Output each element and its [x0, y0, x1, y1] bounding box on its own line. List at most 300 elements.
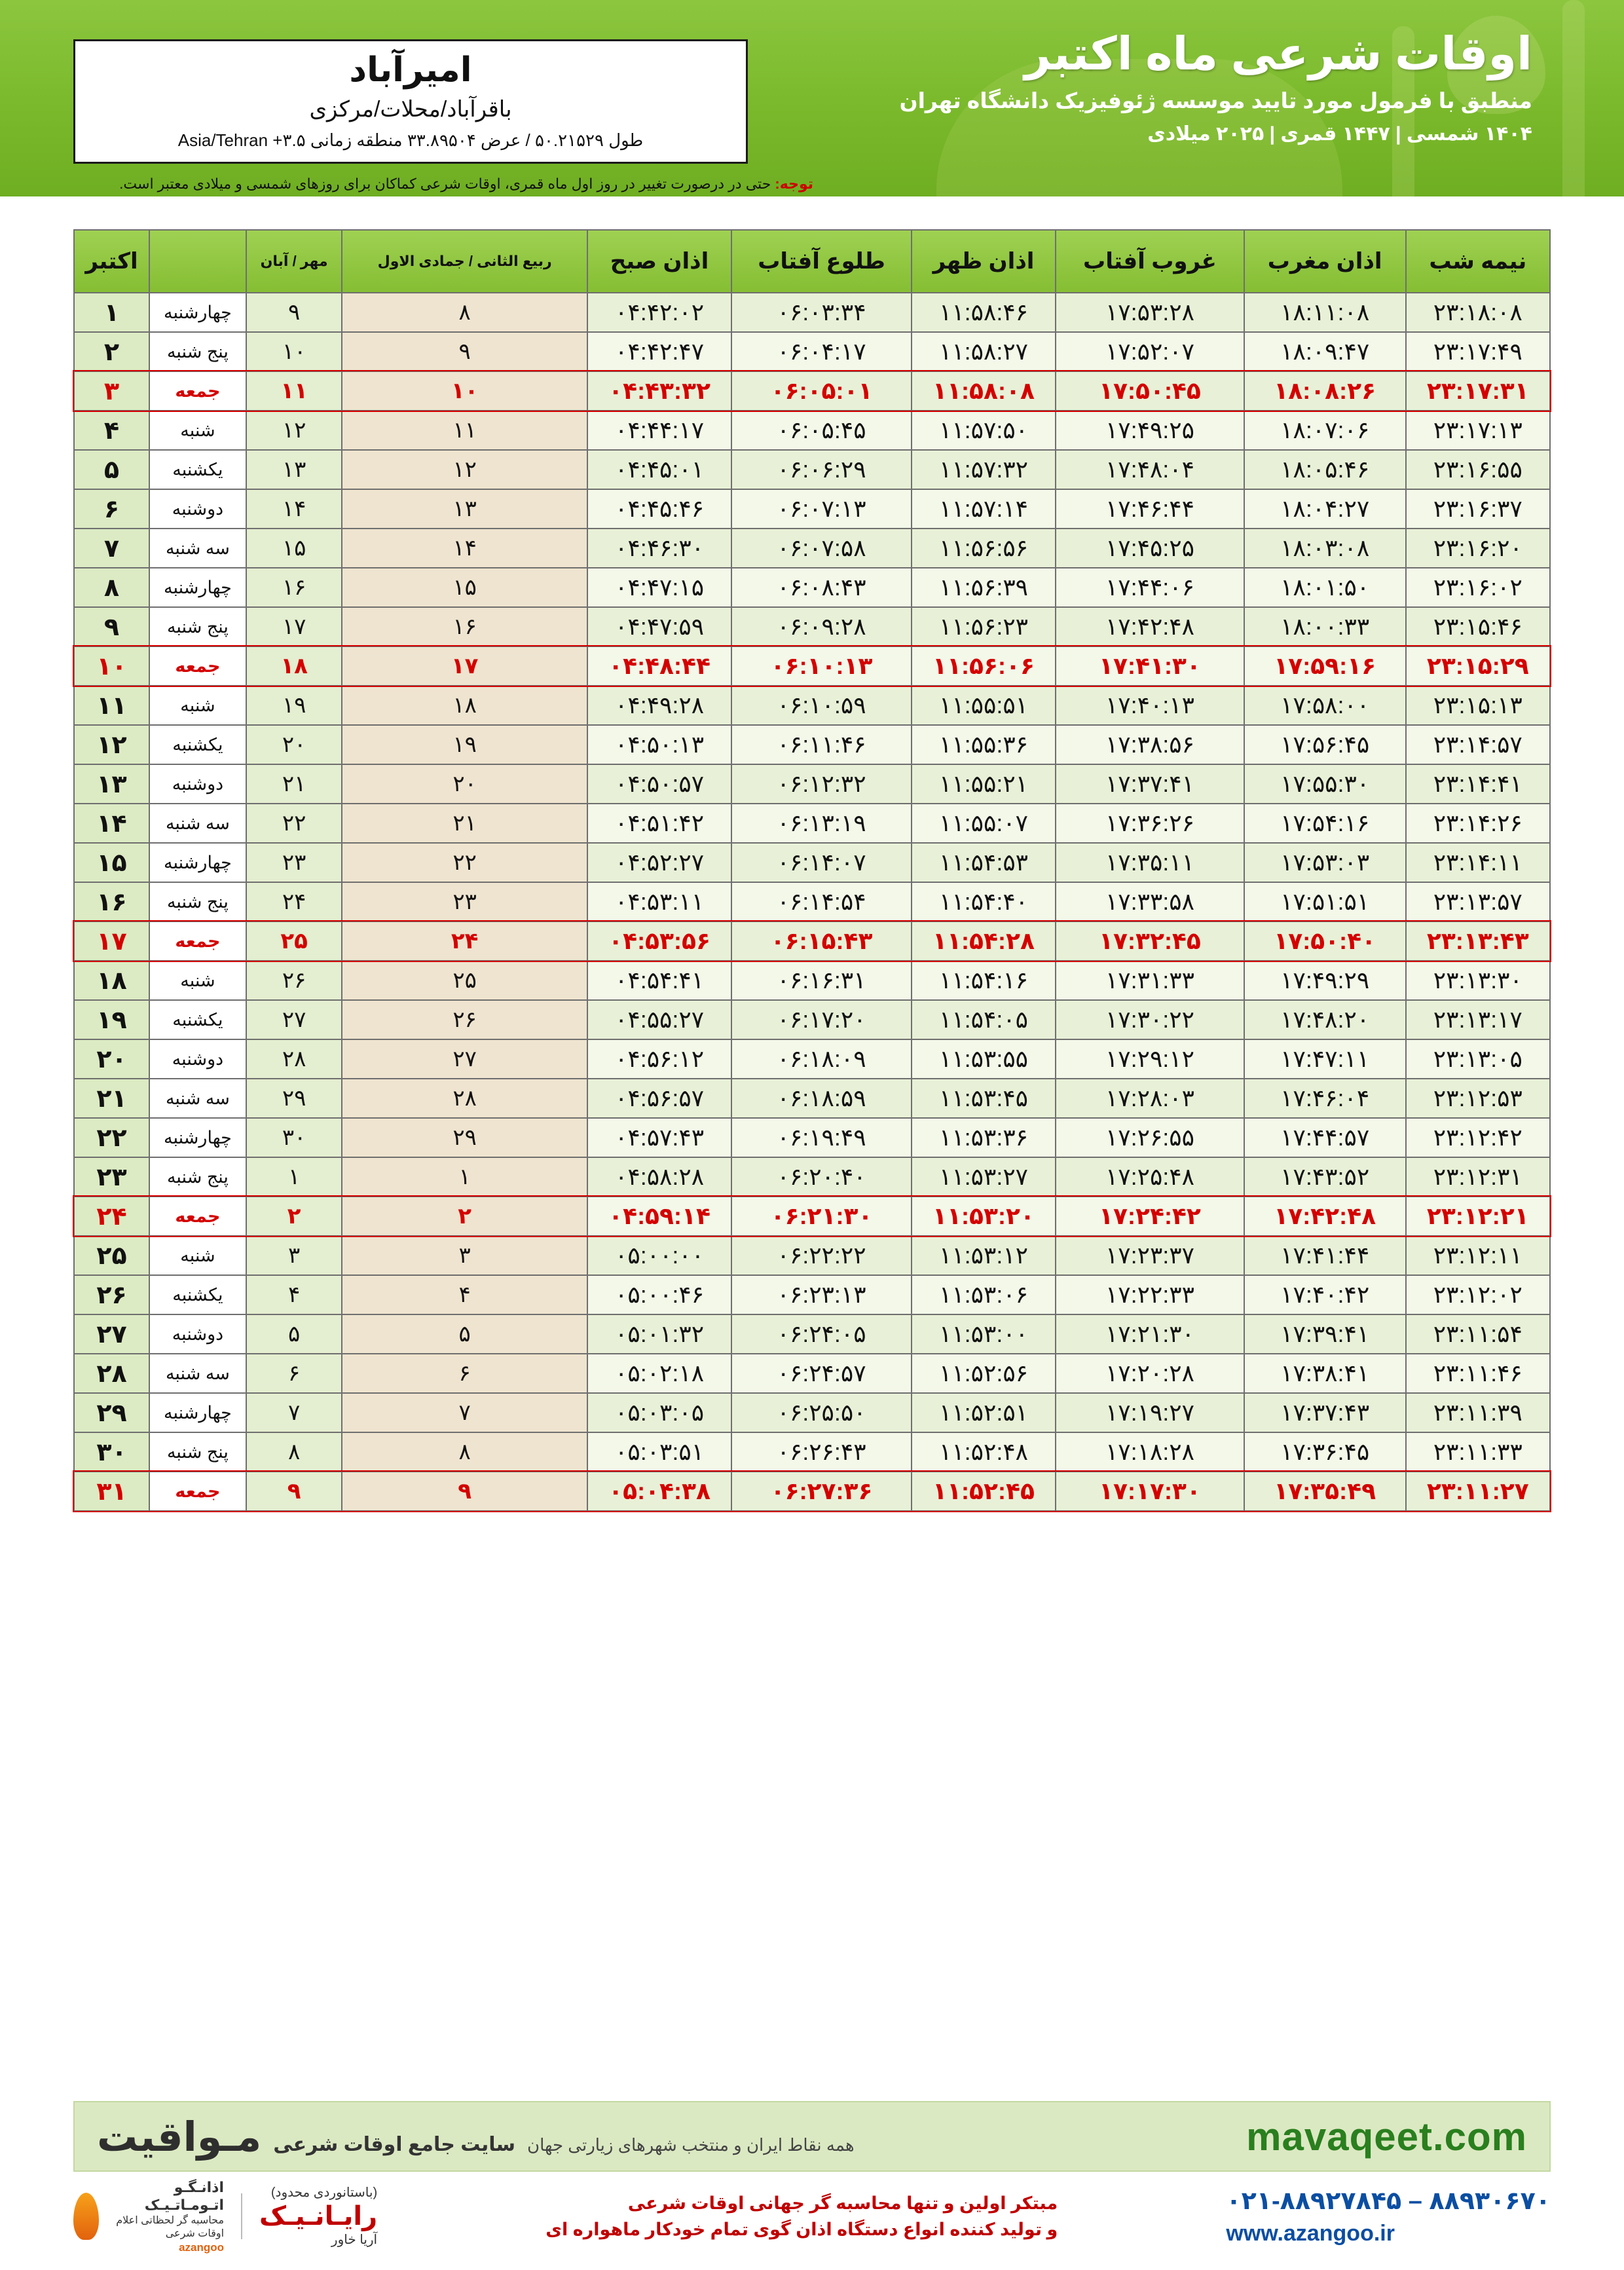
qamari-day-cell: ۲۱ — [342, 804, 587, 843]
sunset-cell: ۱۷:۴۵:۲۵ — [1056, 529, 1244, 568]
shamsi-day-cell: ۶ — [246, 1354, 342, 1393]
maghrib-cell: ۱۷:۴۳:۵۲ — [1244, 1157, 1406, 1197]
table-row — [74, 411, 1550, 450]
shamsi-day-cell: ۱۱ — [246, 371, 342, 411]
fajr-cell: ۰۴:۴۳:۳۲ — [587, 371, 731, 411]
shamsi-day-cell: ۱ — [246, 1157, 342, 1197]
sunset-cell: ۱۷:۲۲:۳۳ — [1056, 1275, 1244, 1314]
midnight-cell: ۲۳:۱۴:۵۷ — [1406, 725, 1550, 764]
midnight-cell: ۲۳:۱۶:۵۵ — [1406, 450, 1550, 489]
gregorian-day-cell: ۲۲ — [74, 1118, 149, 1157]
rayanic-logo — [259, 2185, 377, 2248]
qamari-day-cell: ۱۲ — [342, 450, 587, 489]
fajr-cell: ۰۴:۵۳:۱۱ — [587, 882, 731, 921]
minaret-icon — [1562, 0, 1585, 196]
maghrib-cell: ۱۷:۴۸:۲۰ — [1244, 1000, 1406, 1039]
table-row — [74, 686, 1550, 725]
gregorian-day-cell: ۲۶ — [74, 1275, 149, 1314]
shamsi-day-cell: ۱۶ — [246, 568, 342, 607]
maghrib-cell: ۱۸:۱۱:۰۸ — [1244, 293, 1406, 332]
gregorian-day-cell: ۱۷ — [74, 921, 149, 961]
sunset-cell: ۱۷:۴۲:۴۸ — [1056, 607, 1244, 646]
sunset-cell: ۱۷:۲۱:۳۰ — [1056, 1314, 1244, 1354]
midnight-cell: ۲۳:۱۶:۳۷ — [1406, 489, 1550, 529]
sunrise-cell: ۰۶:۰۴:۱۷ — [731, 332, 912, 371]
table-row — [74, 371, 1550, 411]
col-shamsi-month: مهر / آبان — [246, 230, 342, 293]
qamari-day-cell: ۸ — [342, 293, 587, 332]
sunset-cell: ۱۷:۲۶:۵۵ — [1056, 1118, 1244, 1157]
midnight-cell: ۲۳:۱۴:۱۱ — [1406, 843, 1550, 882]
weekday-cell: دوشنبه — [149, 1039, 246, 1079]
prayer-times-table — [73, 229, 1551, 1512]
brand-tag: سایت جامع اوقات شرعی — [273, 2133, 515, 2155]
qamari-day-cell: ۵ — [342, 1314, 587, 1354]
sunrise-cell: ۰۶:۲۲:۲۲ — [731, 1236, 912, 1275]
contact-block — [1226, 2186, 1551, 2246]
city-name: امیرآباد — [349, 51, 472, 89]
weekday-cell: سه شنبه — [149, 804, 246, 843]
weekday-cell: پنج شنبه — [149, 607, 246, 646]
midnight-cell: ۲۳:۱۳:۴۳ — [1406, 921, 1550, 961]
sunset-cell: ۱۷:۴۸:۰۴ — [1056, 450, 1244, 489]
noon-cell: ۱۱:۵۶:۲۳ — [912, 607, 1056, 646]
weekday-cell: شنبه — [149, 961, 246, 1000]
midnight-cell: ۲۳:۱۱:۵۴ — [1406, 1314, 1550, 1354]
midnight-cell: ۲۳:۱۲:۱۱ — [1406, 1236, 1550, 1275]
maghrib-cell: ۱۷:۴۴:۵۷ — [1244, 1118, 1406, 1157]
note-text: حتی در درصورت تغییر در روز اول ماه قمری، اوقات شرعی کماکان برای روزهای شمسی و میلادی معتبر است. — [119, 176, 771, 192]
rayanic-note: (باستانوردی محدود) — [270, 2186, 378, 2200]
brand-subtag: همه نقاط ایران و منتخب شهرهای زیارتی جهان — [527, 2134, 855, 2155]
fajr-cell: ۰۵:۰۲:۱۸ — [587, 1354, 731, 1393]
fajr-cell: ۰۴:۴۲:۰۲ — [587, 293, 731, 332]
weekday-cell: پنج شنبه — [149, 882, 246, 921]
maghrib-cell: ۱۷:۳۷:۴۳ — [1244, 1393, 1406, 1432]
midnight-cell: ۲۳:۱۱:۳۹ — [1406, 1393, 1550, 1432]
table-row — [74, 529, 1550, 568]
sunrise-cell: ۰۶:۰۳:۳۴ — [731, 293, 912, 332]
maghrib-cell: ۱۷:۳۸:۴۱ — [1244, 1354, 1406, 1393]
maghrib-cell: ۱۷:۵۳:۰۳ — [1244, 843, 1406, 882]
maghrib-cell: ۱۸:۰۱:۵۰ — [1244, 568, 1406, 607]
flame-icon — [73, 2193, 99, 2240]
shamsi-day-cell: ۹ — [246, 293, 342, 332]
qamari-day-cell: ۱۱ — [342, 411, 587, 450]
shamsi-day-cell: ۸ — [246, 1432, 342, 1472]
sunrise-cell: ۰۶:۱۵:۴۳ — [731, 921, 912, 961]
rayanic-sub: آریا خاور — [331, 2233, 378, 2247]
weekday-cell: جمعه — [149, 371, 246, 411]
qamari-day-cell: ۹ — [342, 1472, 587, 1511]
qamari-day-cell: ۱۵ — [342, 568, 587, 607]
noon-cell: ۱۱:۵۶:۰۶ — [912, 646, 1056, 686]
table-row — [74, 332, 1550, 371]
shamsi-day-cell: ۲۶ — [246, 961, 342, 1000]
sunset-cell: ۱۷:۲۹:۱۲ — [1056, 1039, 1244, 1079]
note-line — [73, 176, 813, 193]
weekday-cell: یکشنبه — [149, 725, 246, 764]
gregorian-day-cell: ۵ — [74, 450, 149, 489]
table-head — [74, 230, 1550, 293]
sunrise-cell: ۰۶:۲۴:۰۵ — [731, 1314, 912, 1354]
fajr-cell: ۰۴:۵۷:۴۳ — [587, 1118, 731, 1157]
midnight-cell: ۲۳:۱۵:۲۹ — [1406, 646, 1550, 686]
noon-cell: ۱۱:۵۲:۴۵ — [912, 1472, 1056, 1511]
sunrise-cell: ۰۶:۱۴:۰۷ — [731, 843, 912, 882]
sunset-cell: ۱۷:۲۳:۳۷ — [1056, 1236, 1244, 1275]
qamari-day-cell: ۱۴ — [342, 529, 587, 568]
shamsi-day-cell: ۳ — [246, 1236, 342, 1275]
fajr-cell: ۰۴:۵۴:۴۱ — [587, 961, 731, 1000]
sunset-cell: ۱۷:۳۵:۱۱ — [1056, 843, 1244, 882]
sunset-cell: ۱۷:۴۱:۳۰ — [1056, 646, 1244, 686]
qamari-day-cell: ۸ — [342, 1432, 587, 1472]
gregorian-day-cell: ۷ — [74, 529, 149, 568]
table-row — [74, 1039, 1550, 1079]
weekday-cell: چهارشنبه — [149, 843, 246, 882]
qamari-day-cell: ۱۷ — [342, 646, 587, 686]
midnight-cell: ۲۳:۱۴:۴۱ — [1406, 764, 1550, 804]
weekday-cell: پنج شنبه — [149, 332, 246, 371]
weekday-cell: جمعه — [149, 1472, 246, 1511]
maghrib-cell: ۱۷:۵۴:۱۶ — [1244, 804, 1406, 843]
noon-cell: ۱۱:۵۳:۵۵ — [912, 1039, 1056, 1079]
sunrise-cell: ۰۶:۱۸:۰۹ — [731, 1039, 912, 1079]
weekday-cell: شنبه — [149, 686, 246, 725]
sunrise-cell: ۰۶:۲۱:۳۰ — [731, 1197, 912, 1236]
azangoo-url[interactable]: www.azangoo.ir — [1226, 2221, 1395, 2246]
brand-group — [97, 2113, 855, 2161]
maghrib-cell: ۱۸:۰۷:۰۶ — [1244, 411, 1406, 450]
table-row — [74, 725, 1550, 764]
sunrise-cell: ۰۶:۰۷:۱۳ — [731, 489, 912, 529]
gregorian-day-cell: ۱۰ — [74, 646, 149, 686]
sunset-cell: ۱۷:۵۳:۲۸ — [1056, 293, 1244, 332]
noon-cell: ۱۱:۵۷:۱۴ — [912, 489, 1056, 529]
gregorian-day-cell: ۶ — [74, 489, 149, 529]
noon-cell: ۱۱:۵۳:۰۶ — [912, 1275, 1056, 1314]
gregorian-day-cell: ۱ — [74, 293, 149, 332]
gregorian-day-cell: ۸ — [74, 568, 149, 607]
shamsi-day-cell: ۱۹ — [246, 686, 342, 725]
shamsi-day-cell: ۵ — [246, 1314, 342, 1354]
qamari-day-cell: ۱۹ — [342, 725, 587, 764]
qamari-day-cell: ۲۲ — [342, 843, 587, 882]
table-body — [74, 293, 1550, 1511]
noon-cell: ۱۱:۵۵:۵۱ — [912, 686, 1056, 725]
table-row — [74, 489, 1550, 529]
page-footer — [0, 2080, 1624, 2270]
fajr-cell: ۰۵:۰۰:۴۶ — [587, 1275, 731, 1314]
noon-cell: ۱۱:۵۸:۴۶ — [912, 293, 1056, 332]
maghrib-cell: ۱۷:۳۶:۴۵ — [1244, 1432, 1406, 1472]
midnight-cell: ۲۳:۱۵:۱۳ — [1406, 686, 1550, 725]
fajr-cell: ۰۴:۵۵:۲۷ — [587, 1000, 731, 1039]
shamsi-day-cell: ۳۰ — [246, 1118, 342, 1157]
midnight-cell: ۲۳:۱۱:۲۷ — [1406, 1472, 1550, 1511]
sunrise-cell: ۰۶:۲۰:۴۰ — [731, 1157, 912, 1197]
weekday-cell: شنبه — [149, 411, 246, 450]
divider — [241, 2193, 242, 2239]
gregorian-day-cell: ۱۲ — [74, 725, 149, 764]
maghrib-cell: ۱۸:۰۴:۲۷ — [1244, 489, 1406, 529]
noon-cell: ۱۱:۵۶:۳۹ — [912, 568, 1056, 607]
maghrib-cell: ۱۷:۵۰:۴۰ — [1244, 921, 1406, 961]
maghrib-cell: ۱۷:۵۱:۵۱ — [1244, 882, 1406, 921]
gregorian-day-cell: ۱۱ — [74, 686, 149, 725]
table-row — [74, 804, 1550, 843]
table-row — [74, 568, 1550, 607]
midnight-cell: ۲۳:۱۳:۳۰ — [1406, 961, 1550, 1000]
sunrise-cell: ۰۶:۲۵:۵۰ — [731, 1393, 912, 1432]
fajr-cell: ۰۴:۴۶:۳۰ — [587, 529, 731, 568]
col-qamari-month: ربیع الثانی / جمادی الاول — [342, 230, 587, 293]
qamari-day-cell: ۱۰ — [342, 371, 587, 411]
maghrib-cell: ۱۷:۴۱:۴۴ — [1244, 1236, 1406, 1275]
midnight-cell: ۲۳:۱۲:۲۱ — [1406, 1197, 1550, 1236]
midnight-cell: ۲۳:۱۸:۰۸ — [1406, 293, 1550, 332]
fajr-cell: ۰۵:۰۳:۵۱ — [587, 1432, 731, 1472]
sunset-cell: ۱۷:۳۸:۵۶ — [1056, 725, 1244, 764]
noon-cell: ۱۱:۵۳:۰۰ — [912, 1314, 1056, 1354]
city-coordinates: طول ۵۰.۲۱۵۲۹ / عرض ۳۳.۸۹۵۰۴ منطقه زمانی ۳.۵+ Asia/Tehran — [177, 130, 644, 150]
noon-cell: ۱۱:۵۵:۲۱ — [912, 764, 1056, 804]
gregorian-day-cell: ۲۴ — [74, 1197, 149, 1236]
calendar-years: ۱۴۰۴ شمسی | ۱۴۴۷ قمری | ۲۰۲۵ میلادی — [1147, 122, 1532, 145]
table-row — [74, 961, 1550, 1000]
shamsi-day-cell: ۱۴ — [246, 489, 342, 529]
shamsi-day-cell: ۱۰ — [246, 332, 342, 371]
sunrise-cell: ۰۶:۰۹:۲۸ — [731, 607, 912, 646]
table-row — [74, 1432, 1550, 1472]
gregorian-day-cell: ۲ — [74, 332, 149, 371]
sunset-cell: ۱۷:۲۵:۴۸ — [1056, 1157, 1244, 1197]
maghrib-cell: ۱۷:۴۲:۴۸ — [1244, 1197, 1406, 1236]
sunrise-cell: ۰۶:۱۶:۳۱ — [731, 961, 912, 1000]
maghrib-cell: ۱۷:۴۷:۱۱ — [1244, 1039, 1406, 1079]
azangoo-logo — [73, 2178, 225, 2254]
gregorian-day-cell: ۲۷ — [74, 1314, 149, 1354]
sunset-cell: ۱۷:۴۰:۱۳ — [1056, 686, 1244, 725]
midnight-cell: ۲۳:۱۱:۴۶ — [1406, 1354, 1550, 1393]
weekday-cell: جمعه — [149, 921, 246, 961]
table-row — [74, 293, 1550, 332]
noon-cell: ۱۱:۵۳:۴۵ — [912, 1079, 1056, 1118]
maghrib-cell: ۱۸:۰۹:۴۷ — [1244, 332, 1406, 371]
col-sunrise: طلوع آفتاب — [731, 230, 912, 293]
col-noon: اذان ظهر — [912, 230, 1056, 293]
sunrise-cell: ۰۶:۲۳:۱۳ — [731, 1275, 912, 1314]
sunrise-cell: ۰۶:۱۰:۵۹ — [731, 686, 912, 725]
table-row — [74, 1079, 1550, 1118]
azangoo-logo-line-2: محاسبه گر لحظاتی اعلام اوقات شرعی — [116, 2214, 225, 2239]
shamsi-day-cell: ۲۴ — [246, 882, 342, 921]
fajr-cell: ۰۴:۵۶:۵۷ — [587, 1079, 731, 1118]
fajr-cell: ۰۴:۴۵:۰۱ — [587, 450, 731, 489]
fajr-cell: ۰۴:۵۰:۱۳ — [587, 725, 731, 764]
sunrise-cell: ۰۶:۱۹:۴۹ — [731, 1118, 912, 1157]
shamsi-day-cell: ۲۱ — [246, 764, 342, 804]
table-row — [74, 1354, 1550, 1393]
weekday-cell: یکشنبه — [149, 1275, 246, 1314]
qamari-day-cell: ۷ — [342, 1393, 587, 1432]
sunset-cell: ۱۷:۳۲:۴۵ — [1056, 921, 1244, 961]
noon-cell: ۱۱:۵۷:۵۰ — [912, 411, 1056, 450]
noon-cell: ۱۱:۵۴:۱۶ — [912, 961, 1056, 1000]
weekday-cell: چهارشنبه — [149, 1393, 246, 1432]
noon-cell: ۱۱:۵۴:۲۸ — [912, 921, 1056, 961]
maghrib-cell: ۱۷:۳۹:۴۱ — [1244, 1314, 1406, 1354]
col-midnight: نیمه شب — [1406, 230, 1550, 293]
shamsi-day-cell: ۱۳ — [246, 450, 342, 489]
sunset-cell: ۱۷:۲۴:۴۲ — [1056, 1197, 1244, 1236]
gregorian-day-cell: ۳۱ — [74, 1472, 149, 1511]
col-sunset: غروب آفتاب — [1056, 230, 1244, 293]
fajr-cell: ۰۴:۵۸:۲۸ — [587, 1157, 731, 1197]
maghrib-cell: ۱۷:۵۶:۴۵ — [1244, 725, 1406, 764]
qamari-day-cell: ۲ — [342, 1197, 587, 1236]
table-row — [74, 921, 1550, 961]
noon-cell: ۱۱:۵۴:۴۰ — [912, 882, 1056, 921]
gregorian-day-cell: ۱۳ — [74, 764, 149, 804]
table-row — [74, 882, 1550, 921]
tagline-line-1: مبتکر اولین و تنها محاسبه گر جهانی اوقات شرعی — [627, 2193, 1058, 2213]
midnight-cell: ۲۳:۱۳:۰۵ — [1406, 1039, 1550, 1079]
qamari-day-cell: ۱۸ — [342, 686, 587, 725]
sunrise-cell: ۰۶:۱۲:۳۲ — [731, 764, 912, 804]
midnight-cell: ۲۳:۱۷:۱۳ — [1406, 411, 1550, 450]
weekday-cell: پنج شنبه — [149, 1432, 246, 1472]
sunset-cell: ۱۷:۳۱:۳۳ — [1056, 961, 1244, 1000]
fajr-cell: ۰۵:۰۱:۳۲ — [587, 1314, 731, 1354]
noon-cell: ۱۱:۵۳:۲۷ — [912, 1157, 1056, 1197]
qamari-day-cell: ۲۸ — [342, 1079, 587, 1118]
fajr-cell: ۰۴:۵۹:۱۴ — [587, 1197, 731, 1236]
midnight-cell: ۲۳:۱۴:۲۶ — [1406, 804, 1550, 843]
sunrise-cell: ۰۶:۲۶:۴۳ — [731, 1432, 912, 1472]
weekday-cell: جمعه — [149, 1197, 246, 1236]
sunset-cell: ۱۷:۳۳:۵۸ — [1056, 882, 1244, 921]
header-titles — [899, 30, 1532, 145]
table-row — [74, 843, 1550, 882]
qamari-day-cell: ۲۶ — [342, 1000, 587, 1039]
col-maghrib: اذان مغرب — [1244, 230, 1406, 293]
sunrise-cell: ۰۶:۲۷:۳۶ — [731, 1472, 912, 1511]
weekday-cell: دوشنبه — [149, 1314, 246, 1354]
weekday-cell: چهارشنبه — [149, 1118, 246, 1157]
col-weekday — [149, 230, 246, 293]
logos-block — [73, 2178, 378, 2254]
azangoo-logo-word: azangoo — [179, 2241, 225, 2254]
fajr-cell: ۰۴:۴۵:۴۶ — [587, 489, 731, 529]
sunset-cell: ۱۷:۵۲:۰۷ — [1056, 332, 1244, 371]
gregorian-day-cell: ۱۸ — [74, 961, 149, 1000]
qamari-day-cell: ۲۹ — [342, 1118, 587, 1157]
weekday-cell: یکشنبه — [149, 1000, 246, 1039]
sunrise-cell: ۰۶:۲۴:۵۷ — [731, 1354, 912, 1393]
weekday-cell: سه شنبه — [149, 1354, 246, 1393]
sunrise-cell: ۰۶:۰۶:۲۹ — [731, 450, 912, 489]
sunrise-cell: ۰۶:۱۳:۱۹ — [731, 804, 912, 843]
phone-number: ۰۲۱-۸۸۹۲۷۸۴۵ – ۸۸۹۳۰۶۷۰ — [1226, 2187, 1551, 2215]
sunrise-cell: ۰۶:۰۵:۴۵ — [731, 411, 912, 450]
weekday-cell: چهارشنبه — [149, 568, 246, 607]
shamsi-day-cell: ۱۸ — [246, 646, 342, 686]
sunset-cell: ۱۷:۱۹:۲۷ — [1056, 1393, 1244, 1432]
qamari-day-cell: ۶ — [342, 1354, 587, 1393]
noon-cell: ۱۱:۵۴:۰۵ — [912, 1000, 1056, 1039]
noon-cell: ۱۱:۵۸:۰۸ — [912, 371, 1056, 411]
sunset-cell: ۱۷:۱۸:۲۸ — [1056, 1432, 1244, 1472]
fajr-cell: ۰۴:۴۲:۴۷ — [587, 332, 731, 371]
fajr-cell: ۰۵:۰۴:۳۸ — [587, 1472, 731, 1511]
weekday-cell: پنج شنبه — [149, 1157, 246, 1197]
fajr-cell: ۰۴:۴۸:۴۴ — [587, 646, 731, 686]
rayanic-name: رایـانـیـک — [259, 2202, 378, 2231]
azangoo-logo-text — [105, 2178, 224, 2254]
table-row — [74, 1000, 1550, 1039]
noon-cell: ۱۱:۵۳:۱۲ — [912, 1236, 1056, 1275]
sunrise-cell: ۰۶:۱۴:۵۴ — [731, 882, 912, 921]
noon-cell: ۱۱:۵۴:۵۳ — [912, 843, 1056, 882]
website-link[interactable]: mavaqeet.com — [1246, 2114, 1527, 2159]
shamsi-day-cell: ۲۷ — [246, 1000, 342, 1039]
midnight-cell: ۲۳:۱۳:۱۷ — [1406, 1000, 1550, 1039]
maghrib-cell: ۱۷:۵۵:۳۰ — [1244, 764, 1406, 804]
noon-cell: ۱۱:۵۲:۵۱ — [912, 1393, 1056, 1432]
qamari-day-cell: ۱۳ — [342, 489, 587, 529]
weekday-cell: چهارشنبه — [149, 293, 246, 332]
table-row — [74, 1236, 1550, 1275]
page-subtitle: منطبق با فرمول مورد تایید موسسه ژئوفیزیک دانشگاه تهران — [899, 88, 1532, 113]
noon-cell: ۱۱:۵۸:۲۷ — [912, 332, 1056, 371]
shamsi-day-cell: ۲۹ — [246, 1079, 342, 1118]
table-row — [74, 1275, 1550, 1314]
qamari-day-cell: ۹ — [342, 332, 587, 371]
table-row — [74, 1157, 1550, 1197]
fajr-cell: ۰۴:۴۴:۱۷ — [587, 411, 731, 450]
maghrib-cell: ۱۷:۵۸:۰۰ — [1244, 686, 1406, 725]
gregorian-day-cell: ۳ — [74, 371, 149, 411]
fajr-cell: ۰۴:۵۶:۱۲ — [587, 1039, 731, 1079]
shamsi-day-cell: ۲۲ — [246, 804, 342, 843]
sunrise-cell: ۰۶:۰۷:۵۸ — [731, 529, 912, 568]
maghrib-cell: ۱۷:۴۶:۰۴ — [1244, 1079, 1406, 1118]
midnight-cell: ۲۳:۱۲:۳۱ — [1406, 1157, 1550, 1197]
qamari-day-cell: ۲۵ — [342, 961, 587, 1000]
fajr-cell: ۰۴:۵۰:۵۷ — [587, 764, 731, 804]
sunset-cell: ۱۷:۳۷:۴۱ — [1056, 764, 1244, 804]
table-row — [74, 1472, 1550, 1511]
city-region: باقرآباد/محلات/مرکزی — [309, 97, 512, 122]
gregorian-day-cell: ۲۵ — [74, 1236, 149, 1275]
note-label: توجه: — [775, 176, 813, 192]
midnight-cell: ۲۳:۱۵:۴۶ — [1406, 607, 1550, 646]
sunset-cell: ۱۷:۴۴:۰۶ — [1056, 568, 1244, 607]
qamari-day-cell: ۱۶ — [342, 607, 587, 646]
sunrise-cell: ۰۶:۰۵:۰۱ — [731, 371, 912, 411]
sunset-cell: ۱۷:۱۷:۳۰ — [1056, 1472, 1244, 1511]
fajr-cell: ۰۴:۴۹:۲۸ — [587, 686, 731, 725]
table-header-row — [74, 230, 1550, 293]
table-row — [74, 1393, 1550, 1432]
maghrib-cell: ۱۸:۰۵:۴۶ — [1244, 450, 1406, 489]
sunrise-cell: ۰۶:۰۸:۴۳ — [731, 568, 912, 607]
gregorian-day-cell: ۴ — [74, 411, 149, 450]
shamsi-day-cell: ۱۲ — [246, 411, 342, 450]
table-row — [74, 607, 1550, 646]
